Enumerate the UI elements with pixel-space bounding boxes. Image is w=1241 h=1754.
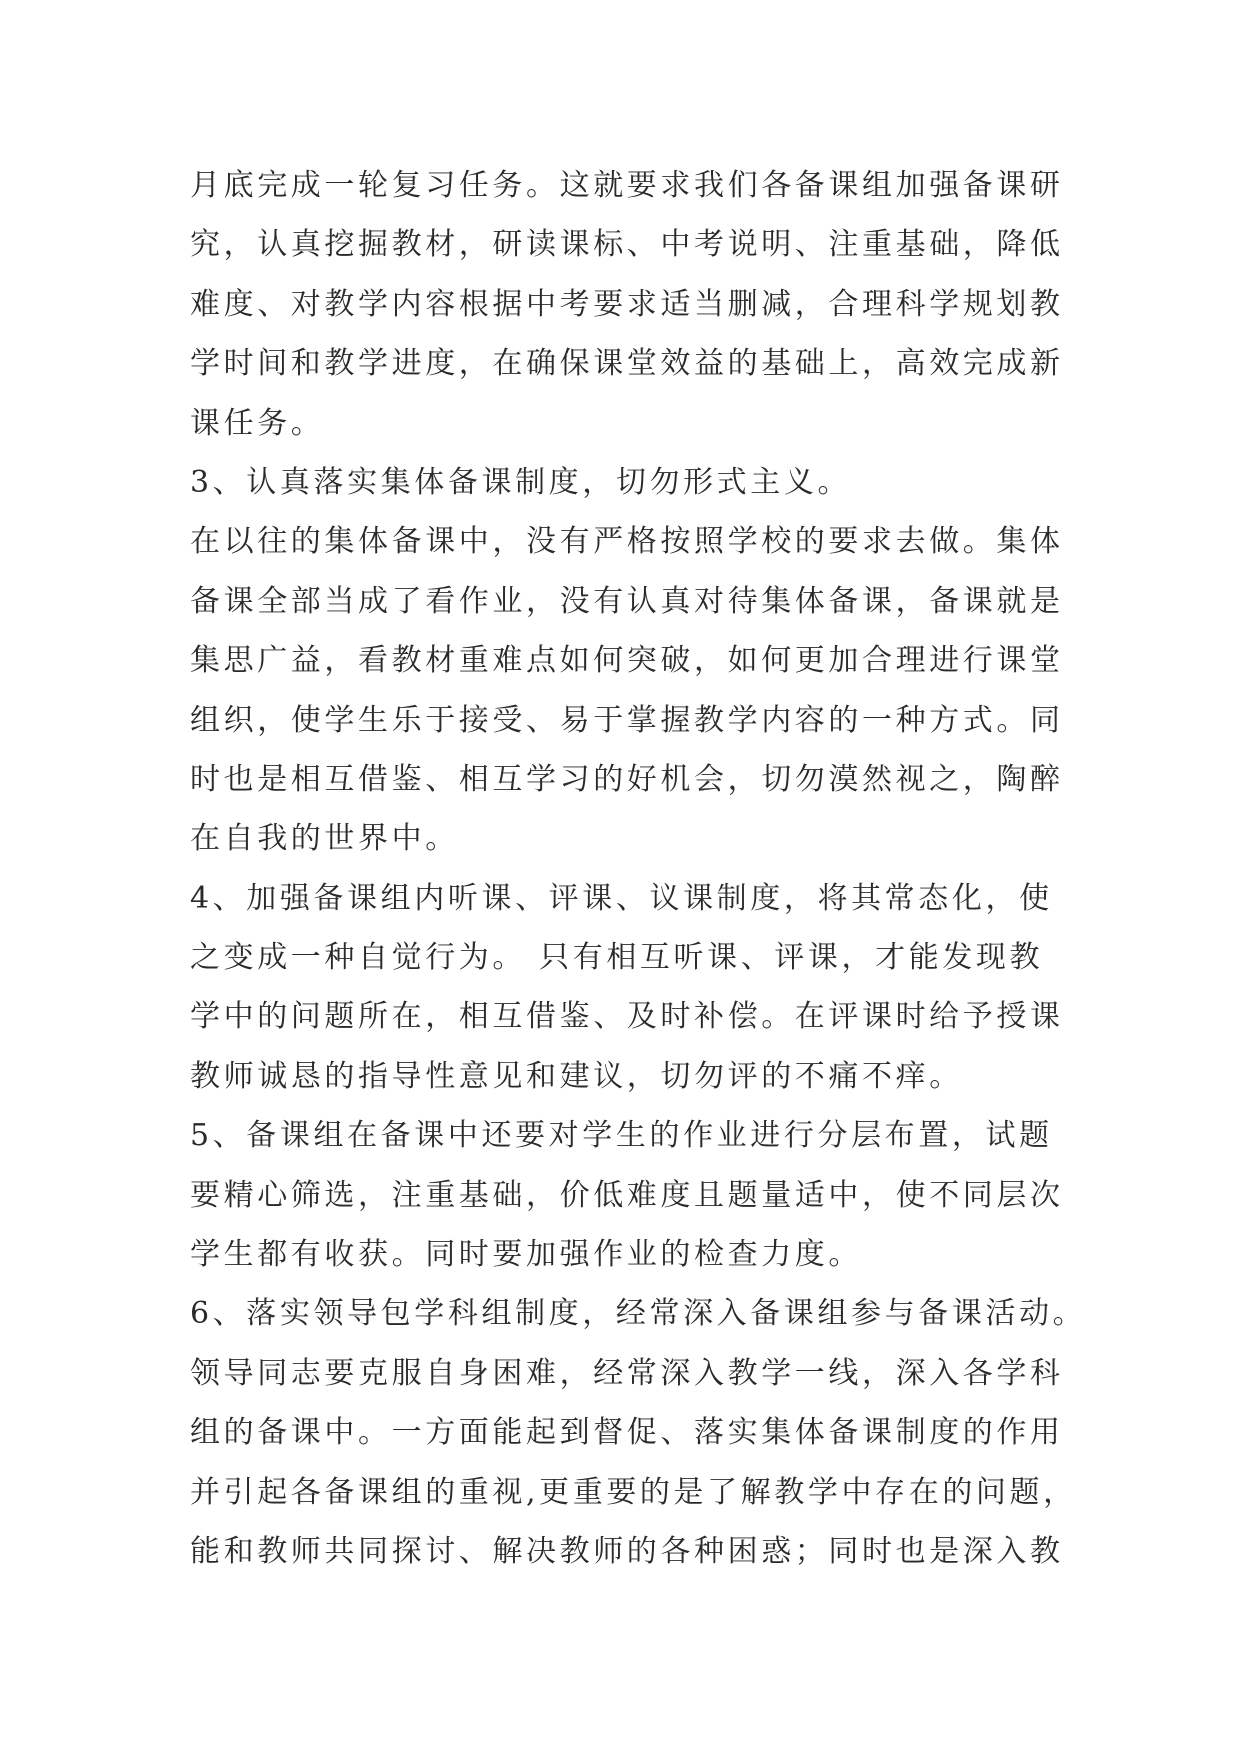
text-line: 学时间和教学进度，在确保课堂效益的基础上，高效完成新: [190, 346, 1064, 382]
text-line: 集思广益，看教材重难点如何突破，如何更加合理进行课堂: [190, 643, 1064, 679]
section-heading-5: 5、备课组在备课中还要对学生的作业进行分层布置，试题: [190, 1118, 1053, 1154]
text-line: 难度、对教学内容根据中考要求适当删减，合理科学规划教: [190, 286, 1064, 322]
text-line: 在自我的世界中。: [190, 821, 459, 857]
section-heading-6: 6、落实领导包学科组制度，经常深入备课组参与备课活动。: [190, 1296, 1087, 1332]
body-text: [190, 156, 1087, 1581]
text-line: 要精心筛选，注重基础，价低难度且题量适中，使不同层次: [190, 1177, 1064, 1213]
text-line: 领导同志要克服自身困难，经常深入教学一线，深入各学科: [190, 1355, 1064, 1391]
text-line: 究，认真挖掘教材，研读课标、中考说明、注重基础，降低: [190, 227, 1064, 263]
text-line: 并引起各备课组的重视,更重要的是了解教学中存在的问题，: [190, 1474, 1077, 1510]
text-line: 教师诚恳的指导性意见和建议，切勿评的不痛不痒。: [190, 1058, 963, 1094]
text-line: 备课全部当成了看作业，没有认真对待集体备课，备课就是: [190, 583, 1064, 619]
text-line: 学中的问题所在，相互借鉴、及时补偿。在评课时给予授课: [190, 999, 1064, 1035]
text-line: 在以往的集体备课中，没有严格按照学校的要求去做。集体: [190, 524, 1064, 560]
text-line: 之变成一种自觉行为。 只有相互听课、评课，才能发现教: [190, 940, 1044, 976]
text-line: 组的备课中。一方面能起到督促、落实集体备课制度的作用: [190, 1415, 1064, 1451]
text-line: 课任务。: [190, 405, 325, 441]
text-line: 组织，使学生乐于接受、易于掌握教学内容的一种方式。同: [190, 702, 1064, 738]
section-heading-4: 4、加强备课组内听课、评课、议课制度，将其常态化，使: [190, 880, 1053, 916]
text-line: 学生都有收获。同时要加强作业的检查力度。: [190, 1237, 862, 1273]
text-line: 月底完成一轮复习任务。这就要求我们各备课组加强备课研: [190, 168, 1064, 203]
text-line: 能和教师共同探讨、解决教师的各种困惑；同时也是深入教: [190, 1533, 1064, 1569]
section-heading-3: 3、认真落实集体备课制度，切勿形式主义。: [190, 464, 852, 500]
text-line: 时也是相互借鉴、相互学习的好机会，切勿漠然视之，陶醉: [190, 761, 1064, 797]
